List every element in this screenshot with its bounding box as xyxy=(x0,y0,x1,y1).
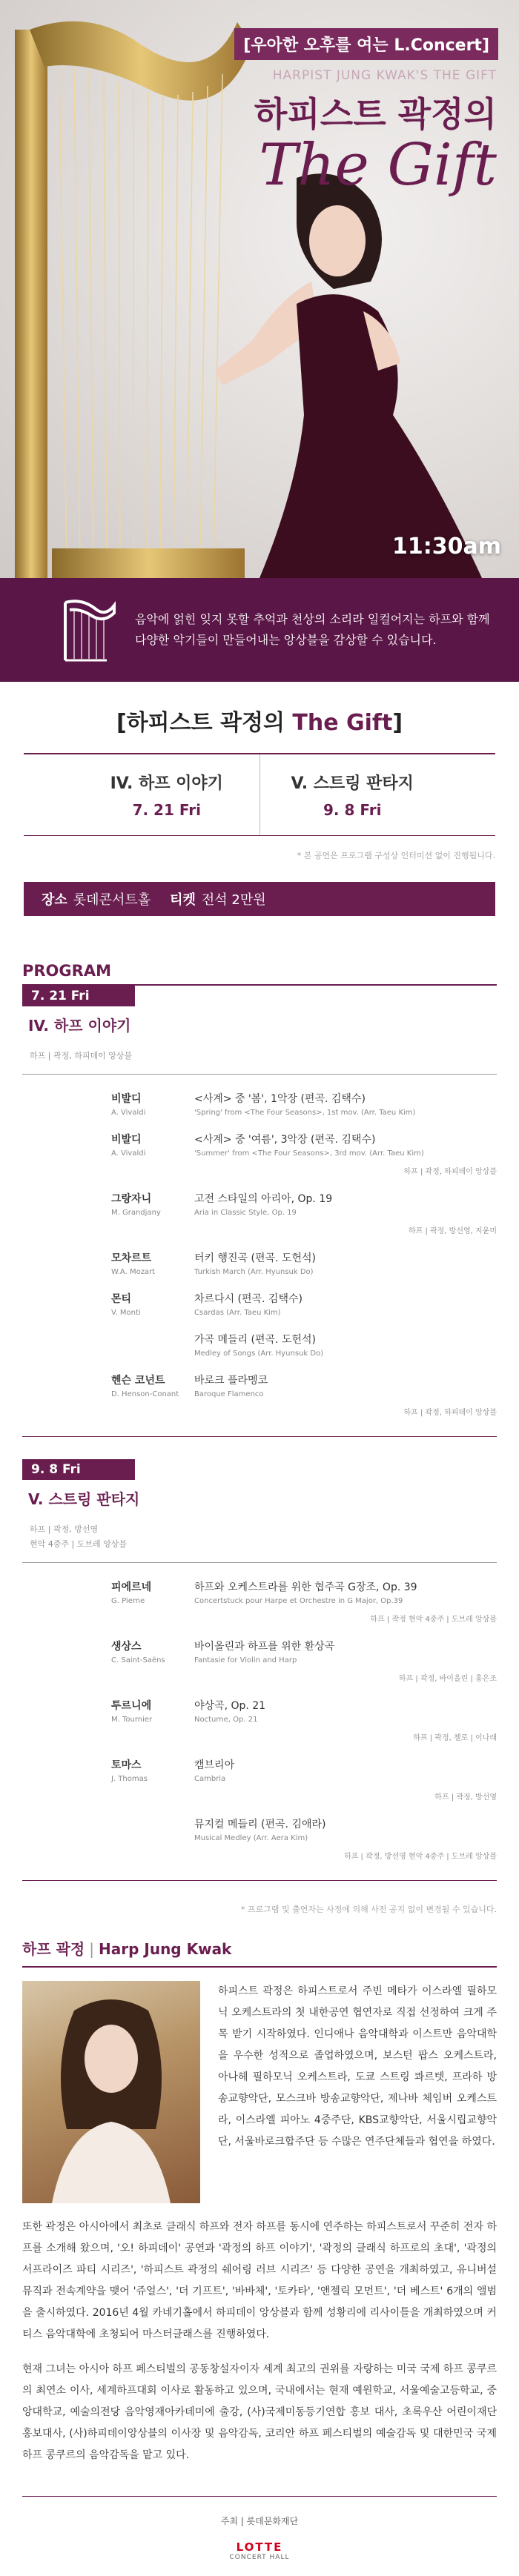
program-piece xyxy=(22,1372,497,1398)
program-piece xyxy=(22,1639,497,1664)
program-piece xyxy=(22,1091,497,1117)
composer: 생상스 xyxy=(111,1641,142,1653)
program-footnote: * 프로그램 및 출연자는 사정에 의해 사전 공지 없이 변경될 수 있습니다. xyxy=(241,1905,497,1914)
work-title-en: 'Spring' from <The Four Seasons>, 1st mov. (Arr. Taeu Kim) xyxy=(194,1109,416,1117)
work-title: <사계> 중 '봄', 1악장 (편곡. 김택수) xyxy=(194,1093,366,1105)
work-title-en: Concertstuck pour Harpe et Orchestre in G Major, Op.39 xyxy=(194,1597,403,1605)
part-4: IV. 하프 이야기 7. 21 Fri xyxy=(110,774,223,819)
program-piece xyxy=(22,1250,497,1276)
program-section xyxy=(22,986,497,1437)
composer: 헨슨 코넌트 xyxy=(111,1375,165,1387)
program-piece xyxy=(22,1579,497,1605)
artist-bio xyxy=(22,1937,497,2497)
piece-performers: 하프 | 곽정, 방선영 현악 4중주 | 도브레 앙상블 xyxy=(344,1853,497,1861)
composer: 비발디 xyxy=(111,1093,142,1105)
work-title: 하프와 오케스트라를 위한 협주곡 G장조, Op. 39 xyxy=(194,1581,417,1593)
divider xyxy=(24,835,495,836)
ticket-price: 전석 2만원 xyxy=(201,892,266,908)
work-title: 캠브리아 xyxy=(194,1759,235,1771)
series-title: [하피스트 곽정의 The Gift] xyxy=(116,710,403,736)
divider xyxy=(22,1074,497,1075)
section-title: V. 스트링 판타지 xyxy=(28,1490,140,1508)
composer: 비발디 xyxy=(111,1134,142,1146)
bio-paragraph-3: 현재 그녀는 아시아 하프 페스티벌의 공동창설자이자 세계 최고의 권위를 자랑하는 미국 국제 하프 콩쿠르의 최연소 이사, 세계하프대회 이사로 활동하고 있으며, 국내에서는 현재 예원학교, 서울예술고등학교, 중앙대학교, 예술의전당 음악영재아카데미에 출강, (사)국제미동등기연합 홍보 대사, 초록우산 어린이재단 홍보대사, (사)하피데이앙상블의 이사장 및 음악감독, 코리안 하프 페스티벌의 예술감독 및 대한민국 국제 하프 콩쿠르의 음악감독을 맡고 있다. xyxy=(22,2363,497,2461)
hero-subtitle: HARPIST JUNG KWAK'S THE GIFT xyxy=(272,68,497,83)
parts-row xyxy=(74,754,445,835)
work-title: 고전 스타일의 아리아, Op. 19 xyxy=(194,1193,333,1205)
section-performers: 하프 | 곽정, 방선영 현악 4중주 | 도브레 앙상블 xyxy=(30,1524,127,1549)
program xyxy=(22,962,497,1915)
artist-photo xyxy=(22,1981,200,2203)
composer: 모차르트 xyxy=(111,1252,152,1264)
bio-paragraph-1: 하피스트 곽정은 하피스트로서 주빈 메타가 이스라엘 필하모닉 오케스트라의 첫 내한공연 협연자로 직접 선정하여 크게 주목 받기 시작하였다. 인디애나 음악대학과 이스트만 음악대학을 우수한 성적으로 졸업하였으며, 보스턴 팝스 오케스트라, 아나헤 필하모닉 오케스트라, 도쿄 스트링 콰르텟, 프라하 방송교향악단, 모스크바 방송교향악단, 제나바 체임버 오케스트라, 이스라엘 피아노 4중주단, KBS교향악단, 서울시립교향악단, 서울바로크합주단 등 수많은 연주단체들과 협연을 하였다. xyxy=(218,1985,497,2148)
work-title-en: Baroque Flamenco xyxy=(194,1390,264,1398)
program-piece xyxy=(22,1332,497,1358)
section-date: 7. 21 Fri xyxy=(22,986,135,1006)
piece-performers: 하프 | 곽정, 첼로 | 이나래 xyxy=(413,1734,497,1742)
program-heading: PROGRAM xyxy=(22,962,497,986)
piece-performers: 하프 | 곽정 현악 4중주 | 도브레 앙상블 xyxy=(370,1616,497,1624)
composer-en: A. Vivaldi xyxy=(111,1149,146,1158)
piece-performers: 하프 | 곽정, 하피데이 앙상블 xyxy=(403,1409,497,1417)
bio-heading: 하프 곽정 | Harp Jung Kwak xyxy=(22,1937,497,1968)
harp-icon xyxy=(59,598,117,662)
part-5: V. 스트링 판타지 9. 8 Fri xyxy=(260,754,446,835)
venue: 롯데콘서트홀 xyxy=(73,892,151,908)
composer: 몬티 xyxy=(111,1293,132,1305)
work-title-en: Turkish March (Arr. Hyunsuk Do) xyxy=(194,1268,314,1276)
work-title-en: Cambria xyxy=(194,1775,226,1783)
work-title: <사계> 중 '여름', 3악장 (편곡. 김택수) xyxy=(194,1134,376,1146)
work-title-en: Nocturne, Op. 21 xyxy=(194,1716,258,1724)
section-date: 9. 8 Fri xyxy=(22,1459,135,1480)
composer-en: V. Monti xyxy=(111,1309,141,1317)
section-title: IV. 하프 이야기 xyxy=(28,1017,131,1035)
composer: 그랑자니 xyxy=(111,1193,152,1205)
composer: 투르니에 xyxy=(111,1700,152,1712)
work-title-en: Aria in Classic Style, Op. 19 xyxy=(194,1209,297,1217)
concert-info xyxy=(0,682,519,916)
work-title: 가곡 메들리 (편곡. 도헌석) xyxy=(194,1334,316,1346)
piece-performers: 하프 | 곽정, 하피데이 앙상블 xyxy=(403,1168,497,1176)
intro-band xyxy=(0,578,519,682)
composer-en: D. Henson-Conant xyxy=(111,1390,179,1398)
work-title: 바로크 플라멩코 xyxy=(194,1375,268,1387)
composer-en: J. Thomas xyxy=(111,1775,148,1783)
piece-performers: 하프 | 곽정, 방선영, 지윤미 xyxy=(408,1227,497,1235)
piece-performers: 하프 | 곽정, 바이올린 | 홍은조 xyxy=(398,1675,497,1683)
composer-en: W.A. Mozart xyxy=(111,1268,156,1276)
intermission-note: * 본 공연은 프로그램 구성상 인터미션 없이 진행됩니다. xyxy=(297,851,495,860)
hero-title: 하피스트 곽정의 xyxy=(254,94,497,134)
harpist-figure xyxy=(171,170,497,578)
work-title-en: Medley of Songs (Arr. Hyunsuk Do) xyxy=(194,1350,324,1358)
divider xyxy=(22,1562,497,1563)
composer-en: M. Tournier xyxy=(111,1716,153,1724)
work-title: 터키 행진곡 (편곡. 도헌석) xyxy=(194,1252,316,1264)
piece-performers: 하프 | 곽정, 방선영 xyxy=(434,1793,497,1802)
work-title: 바이올린과 하프를 위한 환상곡 xyxy=(194,1641,335,1653)
program-piece xyxy=(22,1191,497,1217)
program-piece xyxy=(22,1698,497,1724)
composer-en: C. Saint-Saëns xyxy=(111,1656,165,1664)
work-title-en: Musical Medley (Arr. Aera Kim) xyxy=(194,1834,308,1842)
composer: 토마스 xyxy=(111,1759,142,1771)
hero-banner xyxy=(0,0,519,578)
work-title-en: Fantasie for Violin and Harp xyxy=(194,1656,297,1664)
intro-text: 음악에 얽힌 잊지 못할 추억과 천상의 소리라 일컬어지는 하프와 함께 다양한 악기들이 만들어내는 앙상블을 감상할 수 있습니다. xyxy=(135,612,490,647)
work-title: 차르다시 (편곡. 김택수) xyxy=(194,1293,303,1305)
venue-ticket-bar: 장소 롯데콘서트홀 티켓 전석 2만원 xyxy=(24,882,495,916)
divider xyxy=(22,1436,497,1437)
work-title: 야상곡, Op. 21 xyxy=(194,1700,266,1712)
work-title-en: Csardas (Arr. Taeu Kim) xyxy=(194,1309,281,1317)
composer-en: M. Grandjany xyxy=(111,1209,161,1217)
section-performers: 하프 | 곽정, 하피데이 앙상블 xyxy=(30,1051,133,1060)
footer xyxy=(0,2514,519,2576)
divider xyxy=(22,2496,497,2497)
program-piece xyxy=(22,1816,497,1842)
hero-title-script: The Gift xyxy=(259,132,497,199)
divider xyxy=(22,1880,497,1881)
host-text: 주최 | 롯데문화재단 xyxy=(220,2516,299,2526)
program-piece xyxy=(22,1132,497,1158)
program-section xyxy=(22,1459,497,1881)
work-title-en: 'Summer' from <The Four Seasons>, 3rd mov. (Arr. Taeu Kim) xyxy=(194,1149,424,1158)
composer-en: G. Pierne xyxy=(111,1597,145,1605)
program-piece xyxy=(22,1757,497,1783)
lotte-concert-hall-logo[interactable]: LOTTE CONCERT HALL xyxy=(229,2540,290,2561)
concert-time: 11:30am xyxy=(392,534,501,560)
composer-en: A. Vivaldi xyxy=(111,1109,146,1117)
concert-series-tag: [우아한 오후를 여는 L.Concert] xyxy=(234,28,498,60)
work-title: 뮤지컬 메들리 (편곡. 김애라) xyxy=(194,1819,326,1830)
program-piece xyxy=(22,1291,497,1317)
bio-paragraph-2: 또한 곽정은 아시아에서 최초로 클래식 하프와 전자 하프를 동시에 연주하는 하피스트로서 꾸준히 전자 하프를 소개해 왔으며, '오! 하피데이' 공연과 '곽정의 하프 이야기', '곽정의 클래식 하프로의 초대', '곽정의 서프라이즈 파티 시리즈', '하피스트 곽정의 쉐어링 러브 시리즈' 등 다양한 공연을 개최하였고, 유니버설 뮤직과 전속계약을 맺어 '쥬얼스', '더 기프트', '바바체', '토카타', '앤젤릭 모먼트', '더 베스트' 6개의 앨범을 출시하였다. 2016년 4월 카네기홀에서 하피데이 앙상블과 함께 성황리에 리사이틀을 개최하였으며 커티스 음악대학에 초청되어 마스터클래스를 진행하였다. xyxy=(22,2221,497,2340)
composer: 피에르네 xyxy=(111,1581,152,1593)
